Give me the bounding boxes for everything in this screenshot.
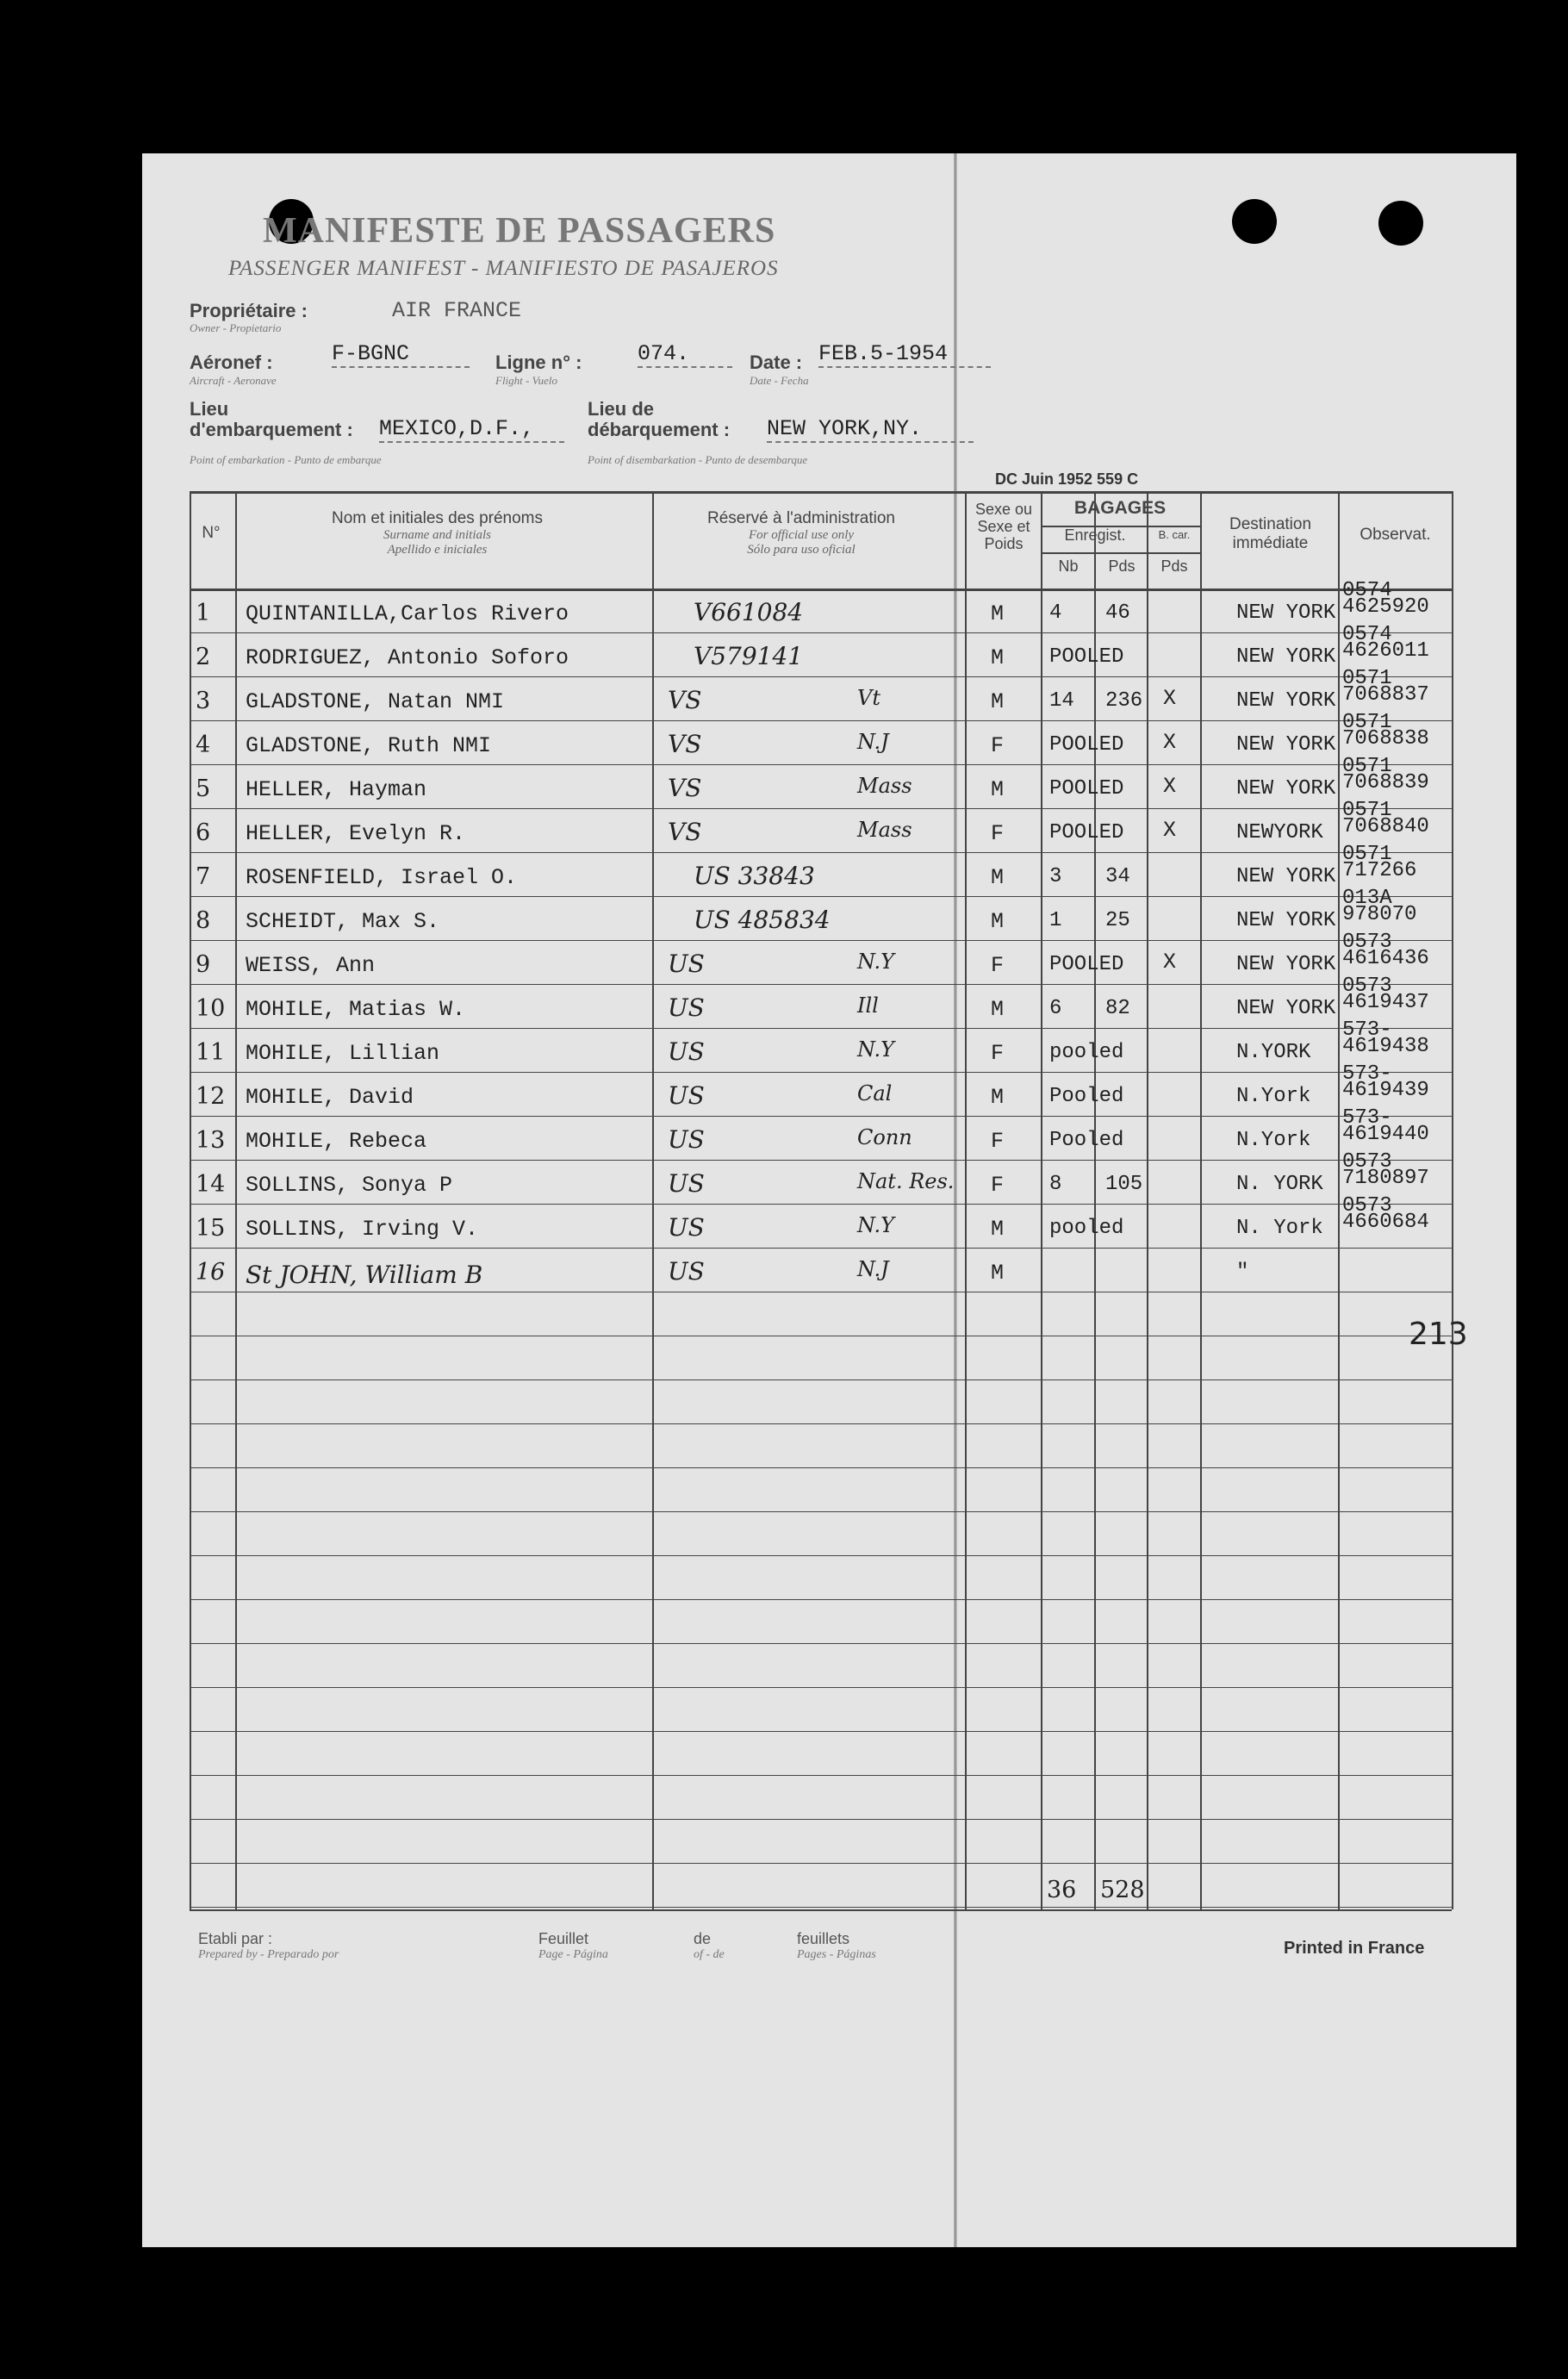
owner-sublabel: Owner - Propietario xyxy=(190,321,282,334)
observation-line2: 7068839 xyxy=(1342,771,1429,794)
passenger-name: HELLER, Hayman xyxy=(246,777,427,802)
footer-prepared-sub: Prepared by - Preparado por xyxy=(198,1948,339,1961)
table-row-rule xyxy=(190,1423,1452,1424)
observation-line1: 0573 xyxy=(1342,1150,1392,1174)
destination: NEW YORK xyxy=(1236,645,1336,669)
baggage-weight: 25 xyxy=(1105,909,1130,932)
admin-state-mark: Cal xyxy=(857,1081,893,1105)
passenger-sex: F xyxy=(991,821,1005,846)
observation-line1: 0573 xyxy=(1342,975,1392,998)
fold-line xyxy=(954,153,957,2247)
observation-line1: 0574 xyxy=(1342,623,1392,646)
baggage-count: POOLED xyxy=(1049,821,1124,844)
form-code: DC Juin 1952 559 C xyxy=(995,470,1139,488)
table-row-rule xyxy=(190,1907,1452,1908)
row-number: 16 xyxy=(196,1259,226,1286)
admin-entry: US xyxy=(668,1125,705,1154)
passenger-name: ROSENFIELD, Israel O. xyxy=(246,865,518,890)
flight-sublabel: Flight - Vuelo xyxy=(495,374,557,387)
baggage-count: 4 xyxy=(1049,601,1062,625)
table-row-rule xyxy=(190,1204,1452,1205)
table-column-rule xyxy=(235,491,237,1909)
hand-carry-mark: X xyxy=(1163,686,1177,711)
table-column-rule xyxy=(1041,491,1042,1909)
observation-line2: 4616436 xyxy=(1342,947,1429,970)
observation xyxy=(1342,755,1429,794)
observation-line2: 4625920 xyxy=(1342,595,1429,619)
observation-line1: 0571 xyxy=(1342,755,1392,778)
admin-state-mark: N.J xyxy=(857,730,889,754)
passenger-sex: F xyxy=(991,1129,1005,1154)
destination: NEW YORK xyxy=(1236,777,1336,800)
flight-label: Ligne n° : xyxy=(495,352,582,373)
table-row-rule xyxy=(190,1511,1452,1512)
punch-hole xyxy=(1378,201,1423,246)
admin-state-mark: N.Y xyxy=(857,1037,894,1062)
col-name-es: Apellido e iniciales xyxy=(387,543,488,557)
passenger-name: MOHILE, Lillian xyxy=(246,1041,440,1066)
observation-line1: 0573 xyxy=(1342,1194,1392,1218)
table-row-rule xyxy=(190,1863,1452,1864)
table-row-rule xyxy=(190,764,1452,765)
hand-carry-mark: X xyxy=(1163,730,1177,755)
baggage-weight: 82 xyxy=(1105,997,1130,1020)
col-admin-es: Sólo para uso oficial xyxy=(747,543,856,557)
passenger-name: MOHILE, David xyxy=(246,1085,414,1110)
baggage-count: 1 xyxy=(1049,909,1062,932)
observation-line2: 4660684 xyxy=(1342,1211,1429,1234)
observation xyxy=(1342,1018,1429,1058)
row-number: 4 xyxy=(196,732,211,758)
row-number: 10 xyxy=(196,995,226,1022)
col-hand-pds: Pds xyxy=(1160,557,1188,575)
table-header-rule xyxy=(190,589,1452,591)
table-column-rule xyxy=(1094,491,1096,1909)
observation-line2: 7180897 xyxy=(1342,1167,1429,1190)
observation-line2: 4619438 xyxy=(1342,1035,1429,1058)
observation-line1: 573- xyxy=(1342,1018,1392,1042)
baggage-weight: 105 xyxy=(1105,1173,1143,1196)
passenger-name: SCHEIDT, Max S. xyxy=(246,909,440,934)
table-column-rule xyxy=(1338,491,1340,1909)
destination: NEW YORK xyxy=(1236,997,1336,1020)
admin-state-mark: N.Y xyxy=(857,1213,894,1237)
observation xyxy=(1342,711,1429,750)
row-number: 1 xyxy=(196,600,211,626)
destination: N.York xyxy=(1236,1129,1311,1152)
observation xyxy=(1342,1194,1429,1234)
table-row-rule xyxy=(190,896,1452,897)
observation-line2: 7068840 xyxy=(1342,815,1429,838)
destination: " xyxy=(1236,1261,1249,1284)
table-row-rule xyxy=(190,1819,1452,1820)
baggage-weight: 34 xyxy=(1105,865,1130,888)
hand-carry-mark: X xyxy=(1163,774,1177,799)
admin-entry: VS xyxy=(668,686,702,714)
col-nb: Nb xyxy=(1058,557,1079,575)
row-number: 2 xyxy=(196,644,211,670)
col-sex: Sexe ou Sexe et Poids xyxy=(974,501,1033,552)
table-top-rule xyxy=(190,491,1452,494)
destination: NEW YORK xyxy=(1236,953,1336,976)
date-label: Date : xyxy=(750,352,803,373)
row-number: 14 xyxy=(196,1171,226,1198)
passenger-sex: M xyxy=(991,1261,1005,1286)
observation xyxy=(1342,667,1429,707)
total-pds: 528 xyxy=(1100,1877,1145,1903)
footer-sheets xyxy=(797,1930,876,1962)
observation xyxy=(1342,1106,1429,1146)
observation-line1: 0573 xyxy=(1342,931,1392,954)
table-row-rule xyxy=(190,1643,1452,1644)
table-row-rule xyxy=(190,1379,1452,1380)
row-number: 5 xyxy=(196,775,211,802)
baggage-count: Pooled xyxy=(1049,1129,1124,1152)
table-row-rule xyxy=(190,1775,1452,1776)
punch-hole xyxy=(1232,199,1277,244)
row-number: 9 xyxy=(196,951,211,978)
passenger-sex: F xyxy=(991,953,1005,978)
admin-entry: US xyxy=(668,1169,705,1198)
footer-sheet xyxy=(538,1930,608,1962)
observation xyxy=(1342,843,1417,882)
observation-line2: 4619440 xyxy=(1342,1123,1429,1146)
baggage-count: Pooled xyxy=(1049,1085,1124,1108)
destination: N.York xyxy=(1236,1085,1311,1108)
observation-line2: 7068838 xyxy=(1342,727,1429,750)
table-column-rule xyxy=(965,491,967,1909)
baggage-count: POOLED xyxy=(1049,953,1124,976)
row-number: 7 xyxy=(196,863,211,890)
destination: N. YORK xyxy=(1236,1173,1323,1196)
observation-line2: 978070 xyxy=(1342,903,1417,926)
baggage-subheader-rule xyxy=(1041,552,1200,554)
date-value: FEB.5-1954 xyxy=(818,341,991,368)
observation-line1: 573- xyxy=(1342,1106,1392,1130)
passenger-name: QUINTANILLA,Carlos Rivero xyxy=(246,601,569,626)
admin-entry: US xyxy=(668,950,705,978)
total-nb: 36 xyxy=(1047,1877,1077,1903)
row-number: 13 xyxy=(196,1127,226,1154)
passenger-sex: M xyxy=(991,865,1005,890)
observation-line2: 717266 xyxy=(1342,859,1417,882)
observation-line2: 7068837 xyxy=(1342,683,1429,707)
admin-state-mark: N.J xyxy=(857,1257,889,1281)
passenger-sex: F xyxy=(991,1041,1005,1066)
col-admin-en: For official use only xyxy=(748,528,855,542)
table-bottom-rule xyxy=(190,1909,1452,1911)
baggage-count: 6 xyxy=(1049,997,1062,1020)
observation-line1: 013A xyxy=(1342,887,1392,910)
observation-line2: 4619439 xyxy=(1342,1079,1429,1102)
baggage-count: POOLED xyxy=(1049,645,1124,669)
side-note: 213 xyxy=(1409,1317,1468,1352)
table-row-rule xyxy=(190,984,1452,985)
observation-line1: 0571 xyxy=(1342,667,1392,690)
destination: NEW YORK xyxy=(1236,689,1336,713)
aircraft-label: Aéronef : xyxy=(190,352,273,373)
passenger-name: HELLER, Evelyn R. xyxy=(246,821,466,846)
passenger-sex: M xyxy=(991,601,1005,626)
observation-line2: 4626011 xyxy=(1342,639,1429,663)
destination: N. York xyxy=(1236,1217,1323,1240)
embark-value: MEXICO,D.F., xyxy=(379,416,564,443)
observation xyxy=(1342,1062,1429,1102)
admin-entry: VS xyxy=(668,774,702,802)
passenger-sex: M xyxy=(991,1085,1005,1110)
hand-carry-mark: X xyxy=(1163,950,1177,975)
destination: NEW YORK xyxy=(1236,733,1336,757)
table-row-rule xyxy=(190,1687,1452,1688)
admin-entry: US xyxy=(668,1257,705,1286)
table-row-rule xyxy=(190,1116,1452,1117)
disembark-label: Lieu de débarquement : xyxy=(588,398,731,440)
passenger-sex: M xyxy=(991,645,1005,670)
disembark-value: NEW YORK,NY. xyxy=(767,416,974,443)
admin-entry: VS xyxy=(668,818,702,846)
admin-entry: US xyxy=(668,993,705,1022)
baggage-count: pooled xyxy=(1049,1217,1124,1240)
table-row-rule xyxy=(190,1599,1452,1600)
passenger-sex: M xyxy=(991,1217,1005,1242)
col-name-fr: Nom et initiales des prénoms xyxy=(332,509,543,527)
table-row-rule xyxy=(190,632,1452,633)
footer-sheet-sub: Page - Página xyxy=(538,1948,608,1961)
baggage-count: 8 xyxy=(1049,1173,1062,1196)
table-column-rule xyxy=(1147,491,1148,1909)
passenger-name: WEISS, Ann xyxy=(246,953,376,978)
observation xyxy=(1342,887,1417,926)
col-registered: Enregist. xyxy=(1064,526,1126,544)
manifest-subtitle: PASSENGER MANIFEST - MANIFIESTO DE PASAJEROS xyxy=(228,257,779,280)
admin-state-mark: Mass xyxy=(857,774,912,798)
owner-label: Propriétaire : xyxy=(190,300,308,321)
observation-line2: 4619437 xyxy=(1342,991,1429,1014)
hand-carry-mark: X xyxy=(1163,818,1177,843)
admin-state-mark: Conn xyxy=(857,1125,912,1149)
baggage-weight: 46 xyxy=(1105,601,1130,625)
col-name xyxy=(237,509,638,557)
footer-sheets-sub: Pages - Páginas xyxy=(797,1948,876,1961)
footer-sheet-label: Feuillet xyxy=(538,1930,589,1947)
passenger-sex: M xyxy=(991,909,1005,934)
observation-line1: 0574 xyxy=(1342,579,1392,602)
observation xyxy=(1342,579,1429,619)
admin-entry: V661084 xyxy=(694,598,804,626)
row-number: 3 xyxy=(196,688,211,714)
destination: NEW YORK xyxy=(1236,909,1336,932)
table-row-rule xyxy=(190,1072,1452,1073)
passenger-name: MOHILE, Matias W. xyxy=(246,997,466,1022)
col-observ: Observat. xyxy=(1360,526,1431,544)
date-sublabel: Date - Fecha xyxy=(750,374,809,387)
baggage-count: 14 xyxy=(1049,689,1074,713)
aircraft-sublabel: Aircraft - Aeronave xyxy=(190,374,277,387)
aircraft-value: F-BGNC xyxy=(332,341,470,368)
admin-entry: US xyxy=(668,1213,705,1242)
passenger-name: SOLLINS, Irving V. xyxy=(246,1217,479,1242)
table-row-rule xyxy=(190,1731,1452,1732)
admin-state-mark: Vt xyxy=(857,686,880,710)
passenger-sex: M xyxy=(991,777,1005,802)
disembark-sublabel: Point of disembarkation - Punto de desembarque xyxy=(588,453,808,466)
admin-state-mark: N.Y xyxy=(857,950,894,974)
row-number: 11 xyxy=(196,1039,226,1066)
baggage-count: POOLED xyxy=(1049,777,1124,800)
col-baggage: BAGAGES xyxy=(1073,498,1167,518)
col-destination: Destination immédiate xyxy=(1229,515,1312,552)
observation xyxy=(1342,931,1429,970)
table-row-rule xyxy=(190,1248,1452,1249)
passenger-name: SOLLINS, Sonya P xyxy=(246,1173,453,1198)
table-row-rule xyxy=(190,940,1452,941)
embark-sublabel: Point of embarkation - Punto de embarque xyxy=(190,453,382,466)
table-column-rule xyxy=(652,491,654,1909)
baggage-weight: 236 xyxy=(1105,689,1143,713)
passenger-sex: F xyxy=(991,733,1005,758)
table-row-rule xyxy=(190,676,1452,677)
col-admin xyxy=(655,509,948,557)
table-column-rule xyxy=(1200,491,1202,1909)
passenger-sex: F xyxy=(991,1173,1005,1198)
destination: NEWYORK xyxy=(1236,821,1323,844)
baggage-count: 3 xyxy=(1049,865,1062,888)
col-admin-fr: Réservé à l'administration xyxy=(707,509,895,527)
row-number: 8 xyxy=(196,907,211,934)
admin-state-mark: Mass xyxy=(857,818,912,842)
destination: N.YORK xyxy=(1236,1041,1311,1064)
baggage-count: pooled xyxy=(1049,1041,1124,1064)
flight-value: 074. xyxy=(638,341,732,368)
observation-line1: 0571 xyxy=(1342,711,1392,734)
col-no: N° xyxy=(202,524,221,542)
printed-in-france: Printed in France xyxy=(1284,1939,1425,1958)
footer-of-sub: of - de xyxy=(694,1948,725,1961)
footer-prepared xyxy=(198,1930,339,1962)
table-column-rule xyxy=(1452,491,1453,1909)
observation xyxy=(1342,799,1429,838)
col-name-en: Surname and initials xyxy=(383,528,491,542)
passenger-name: MOHILE, Rebeca xyxy=(246,1129,427,1154)
manifest-title: MANIFESTE DE PASSAGERS xyxy=(263,211,776,251)
admin-state-mark: Ill xyxy=(857,993,879,1018)
col-pds: Pds xyxy=(1108,557,1136,575)
passenger-sex: M xyxy=(991,997,1005,1022)
table-row-rule xyxy=(190,852,1452,853)
admin-entry: US xyxy=(668,1037,705,1066)
admin-entry: VS xyxy=(668,730,702,758)
manifest-sheet xyxy=(142,153,1516,2247)
footer-sheets-label: feuillets xyxy=(797,1930,850,1947)
table-row-rule xyxy=(190,1467,1452,1468)
row-number: 6 xyxy=(196,819,211,846)
admin-entry: V579141 xyxy=(694,642,804,670)
table-row-rule xyxy=(190,720,1452,721)
admin-state-mark: Nat. Res. xyxy=(857,1169,955,1193)
table-row-rule xyxy=(190,1160,1452,1161)
observation xyxy=(1342,975,1429,1014)
table-column-rule xyxy=(190,491,191,1909)
row-number: 12 xyxy=(196,1083,226,1110)
passenger-name: RODRIGUEZ, Antonio Soforo xyxy=(246,645,569,670)
observation xyxy=(1342,1150,1429,1190)
destination: NEW YORK xyxy=(1236,601,1336,625)
admin-entry: US 33843 xyxy=(694,862,815,890)
observation-line1: 0571 xyxy=(1342,799,1392,822)
passenger-sex: M xyxy=(991,689,1005,714)
observation-line1: 573- xyxy=(1342,1062,1392,1086)
observation xyxy=(1342,623,1429,663)
col-hand: B. car. xyxy=(1158,528,1191,541)
passenger-name: St JOHN, William B xyxy=(246,1261,483,1289)
owner-value: AIR FRANCE xyxy=(392,298,522,323)
footer-of-label: de xyxy=(694,1930,712,1947)
admin-entry: US 485834 xyxy=(694,906,831,934)
footer-prepared-label: Etabli par : xyxy=(198,1930,273,1947)
table-row-rule xyxy=(190,1028,1452,1029)
passenger-name: GLADSTONE, Ruth NMI xyxy=(246,733,492,758)
destination: NEW YORK xyxy=(1236,865,1336,888)
embark-label: Lieu d'embarquement : xyxy=(190,398,353,440)
table-row-rule xyxy=(190,808,1452,809)
table-row-rule xyxy=(190,1555,1452,1556)
footer-of xyxy=(694,1930,725,1962)
observation-line1: 0571 xyxy=(1342,843,1392,866)
row-number: 15 xyxy=(196,1215,226,1242)
baggage-count: POOLED xyxy=(1049,733,1124,757)
passenger-name: GLADSTONE, Natan NMI xyxy=(246,689,505,714)
admin-entry: US xyxy=(668,1081,705,1110)
